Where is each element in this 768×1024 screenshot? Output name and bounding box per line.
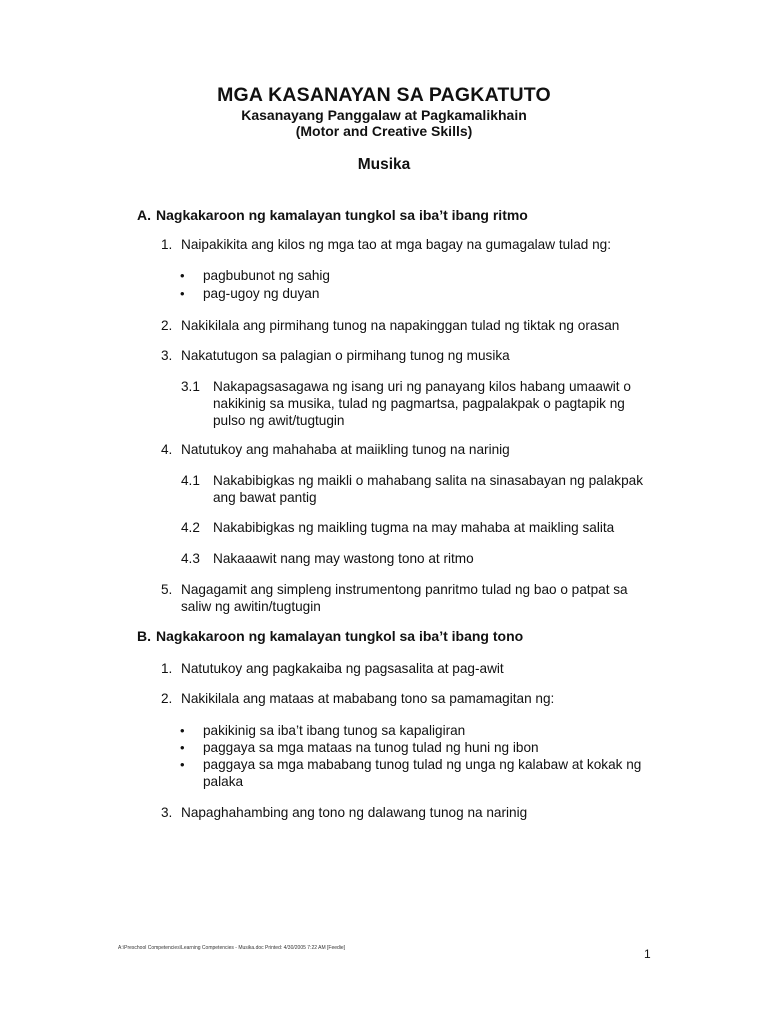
bullet-text: paggaya sa mga mababang tunog tulad ng unga ng kalabaw at kokak ng [203,757,642,772]
sub-item [181,472,701,508]
section-b-heading [137,628,657,648]
section-title: Nagkakaroon ng kamalayan tungkol sa iba’t ibang tono [156,628,524,644]
item-number: 5. [161,582,173,597]
bullet-text: palaka [203,774,244,789]
bullet-icon: • [180,723,185,738]
sub-item-text: ang bawat pantig [213,490,317,505]
item-text: saliw ng awitin/tugtugin [181,599,321,614]
sub-item [181,519,701,537]
page-number: 1 [644,947,651,961]
item-number: 1. [161,661,173,676]
list-item [161,581,701,617]
sub-item-text: nakikinig sa musika, tulad ng pagmartsa, pagpalakpak o pagtapik ng [213,396,625,411]
list-item [161,347,701,365]
item-text: Naipakikita ang kilos ng mga tao at mga bagay na gumagalaw tulad ng: [181,237,611,252]
item-text: Nagagamit ang simpleng instrumentong panritmo tulad ng bao o patpat sa [181,582,628,597]
section-title: Nagkakaroon ng kamalayan tungkol sa iba’t ibang ritmo [156,207,528,223]
sub-item-number: 4.1 [181,473,200,488]
page-title: MGA KASANAYAN SA PAGKATUTO [217,84,551,106]
item-number: 3. [161,348,173,363]
list-item [161,690,701,708]
bullet-item [180,285,580,303]
bullet-text: pag-ugoy ng duyan [203,286,320,301]
item-text: Nakikilala ang mataas at mababang tono sa pamamagitan ng: [181,691,555,706]
bullet-icon: • [180,268,185,283]
bullet-text: pakikinig sa iba’t ibang tunog sa kapaligiran [203,723,466,738]
section-a-heading [137,207,657,227]
item-number: 2. [161,691,173,706]
bullet-item [180,722,700,740]
page-subtitle: Kasanayang Panggalaw at Pagkamalikhain [241,107,527,123]
bullet-icon: • [180,740,185,755]
sub-item-text: Nakabibigkas ng maikli o mahabang salita na sinasabayan ng palakpak [213,473,643,488]
subject-heading: Musika [357,156,411,173]
section-letter: A. [137,207,151,223]
bullet-text: pagbubunot ng sahig [203,268,330,283]
item-number: 3. [161,805,173,820]
sub-item-text: Nakabibigkas ng maikling tugma na may mahaba at maikling salita [213,520,615,535]
sub-item-number: 4.3 [181,551,200,566]
bullet-item [180,756,700,792]
sub-item [181,378,701,432]
item-number: 1. [161,237,173,252]
list-item [161,804,701,822]
item-number: 2. [161,318,173,333]
item-text: Natutukoy ang mahahaba at maiikling tunog na narinig [181,442,510,457]
item-number: 4. [161,442,173,457]
list-item [161,236,701,254]
item-text: Nakikilala ang pirmihang tunog na napakinggan tulad ng tiktak ng orasan [181,318,620,333]
sub-item-number: 4.2 [181,520,200,535]
footer-file-path: A:\Preschool Competencies\Learning Competencies - Musika.doc Printed: 4/30/2005 7:22 AM [Feedie] [118,945,346,951]
page-subtitle-english: (Motor and Creative Skills) [295,123,473,139]
bullet-item [180,739,700,757]
item-text: Nakatutugon sa palagian o pirmihang tunog ng musika [181,348,510,363]
bullet-text: paggaya sa mga mataas na tunog tulad ng huni ng ibon [203,740,539,755]
list-item [161,317,701,335]
sub-item [181,550,701,568]
sub-item-text: Nakaaawit nang may wastong tono at ritmo [213,551,474,566]
sub-item-text: pulso ng awit/tugtugin [213,413,345,428]
bullet-icon: • [180,286,185,301]
section-letter: B. [137,628,151,644]
list-item [161,441,701,459]
sub-item-text: Nakapagsasagawa ng isang uri ng panayang kilos habang umaawit o [213,379,631,394]
list-item [161,660,701,678]
sub-item-number: 3.1 [181,379,200,394]
bullet-icon: • [180,757,185,772]
item-text: Natutukoy ang pagkakaiba ng pagsasalita at pag-awit [181,661,504,676]
item-text: Napaghahambing ang tono ng dalawang tunog na narinig [181,805,528,820]
bullet-item [180,267,580,285]
